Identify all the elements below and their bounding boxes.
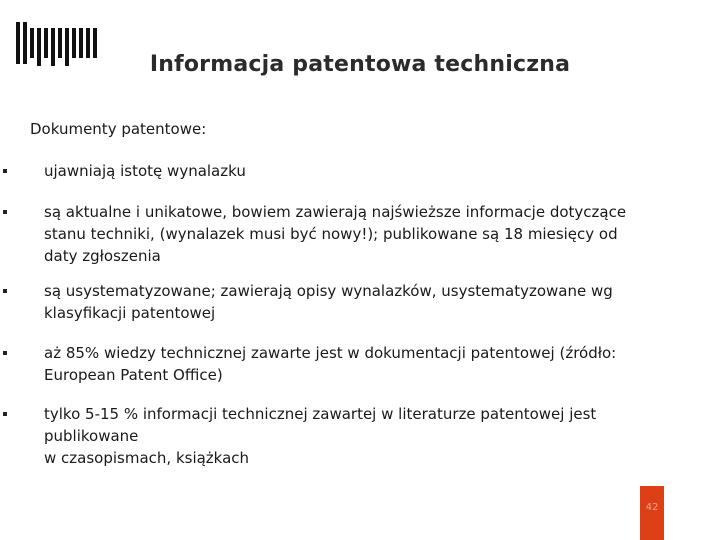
list-item-text: klasyfikacji patentowej: [44, 304, 216, 322]
page-title: Informacja patentowa techniczna: [149, 52, 571, 77]
list-item: [44, 342, 694, 386]
list-item-text: publikowane: [44, 427, 139, 445]
list-item-text: European Patent Office): [44, 366, 223, 384]
list-item-text: są usystematyzowane; zawierają opisy wynalazków, usystematyzowane wg: [44, 282, 613, 300]
list-item-text: są aktualne i unikatowe, bowiem zawierają najświeższe informacje dotyczące: [44, 203, 627, 221]
bullet-icon: [3, 210, 7, 214]
bullet-icon: [3, 289, 7, 293]
list-item-text: tylko 5-15 % informacji technicznej zawartej w literaturze patentowej jest: [44, 405, 597, 423]
list-item-text: ujawniają istotę wynalazku: [44, 162, 246, 180]
list-item-text: daty zgłoszenia: [44, 247, 161, 265]
accent-bar: [640, 486, 664, 540]
list-item: [44, 280, 694, 324]
section-subtitle: Dokumenty patentowe:: [30, 120, 207, 138]
bullet-icon: [3, 412, 7, 416]
list-item-text: w czasopismach, książkach: [44, 449, 250, 467]
list-item-text: aż 85% wiedzy technicznej zawarte jest w dokumentacji patentowej (źródło:: [44, 344, 617, 362]
bullet-icon: [3, 169, 7, 173]
list-item: [44, 160, 694, 182]
list-item: [44, 403, 694, 469]
list-item: [44, 201, 694, 267]
list-item-text: stanu techniki, (wynalazek musi być nowy!); publikowane są 18 miesięcy od: [44, 225, 618, 243]
bullet-icon: [3, 351, 7, 355]
page-number: 42: [645, 502, 659, 513]
